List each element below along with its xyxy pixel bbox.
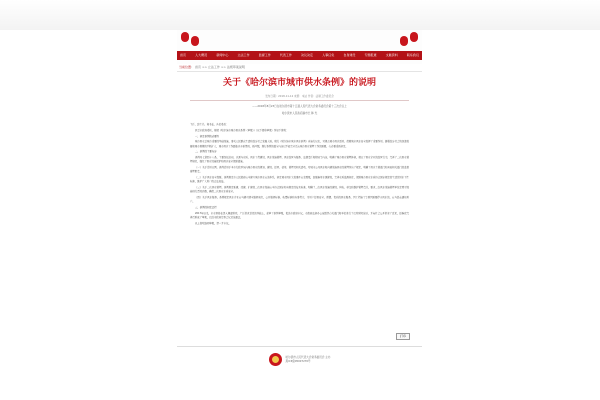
nav-item[interactable]: 文献资料 xyxy=(385,53,398,57)
body-paragraph: 以上说明连同草案，请一并审议。 xyxy=(195,221,231,225)
body-paragraph: （二）关于供水安全保障。条例规定市人民政府应当建立城市供水应急体系，制定城市供水突发事件应急预案，加强备用水源建设，完善水质监测制度，保障城市供水水质符合国家规定的生活饮用水卫生标准，维护广大用户的合法权益。 xyxy=(190,176,409,184)
lantern-icon xyxy=(181,32,189,42)
body-paragraph: 2017年以来，市水务局在深入调查研究、广泛征求意见的基础上，起草了条例草案，报送市政府审议。市政府法制办公室组织有关部门和单位进行了反复研究论证，并向社会公开征求了意见，经修改完善后形成了草案，已经市政府常务会议讨论通过。 xyxy=(190,211,409,220)
main-nav xyxy=(177,51,422,60)
page-title: 关于《哈尔滨市城市供水条例》的说明 xyxy=(222,78,376,88)
article-meta: 发布日期：2018-11-12 来源：本站 作者：法制工作委员会 xyxy=(265,95,334,98)
breadcrumb-home-link[interactable]: 当前位置 xyxy=(179,65,192,69)
section-heading: 一、制定条例的必要性 xyxy=(195,134,219,138)
section-heading: 二、条例的主要内容 xyxy=(195,150,217,154)
section-heading: 三、条例的制定过程 xyxy=(195,206,217,210)
print-button[interactable]: 打印 xyxy=(396,333,410,340)
page-top-band xyxy=(0,0,600,30)
body-paragraph: 主任、副主任、秘书长、各位委员： xyxy=(190,123,229,126)
body-paragraph: 我受市政府委托，现就《哈尔滨市城市供水条例（草案）》（以下简称草案）作如下说明： xyxy=(195,128,289,132)
nav-item[interactable]: 自身建设 xyxy=(343,53,356,57)
nav-item[interactable]: 决议决定 xyxy=(301,53,314,57)
article-subnote: ——2018年8月23日在哈尔滨市第十五届人民代表大会常务委员会第十三次会议上 xyxy=(252,105,347,108)
nav-item[interactable]: 联系我们 xyxy=(406,53,419,57)
nav-item[interactable]: 专题报道 xyxy=(364,53,377,57)
lantern-icon xyxy=(400,36,408,46)
nav-item[interactable]: 监督工作 xyxy=(258,53,271,57)
body-paragraph: 条例共七章四十八条，主要包括总则、水源与水质、供水工程建设、供水设施管理、供水经营与服务、法律责任和附则等内容，明确了城市供水管理体制，规范了供水企业的经营行为，完善了二次供水管理制度，强化了供水设施保护和供水安全保障措施。 xyxy=(190,156,409,164)
nav-item[interactable]: 人事任免 xyxy=(322,53,335,57)
site-footer xyxy=(177,346,422,372)
national-emblem-icon xyxy=(269,353,282,366)
body-paragraph: （三）关于二次供水管理。条例规定新建、改建、扩建的二次供水设施应当符合国家和省规定的技术标准，明确了二次供水设施的建设、验收、移交和维护管理责任，要求二次供水设施管理单位定期对设施进行清洗消毒，确保二次供水水质安全。 xyxy=(190,186,409,194)
article-presenter: 哈尔滨市人民政府副市长 韩 光 xyxy=(281,112,318,115)
footer-icp[interactable]: 黑ICP备05007270号 xyxy=(285,359,311,363)
body-paragraph: （一）关于适用范围。条例适用于本市行政区域内城市供水的规划、建设、经营、使用、管理及相关活动，对城市公共供水和自建设施供水的管理作出了规定，明确了供水主管部门和其他相关部门的监督管理职责。 xyxy=(190,166,409,174)
breadcrumb-path[interactable]: 首页 >> 立法工作 >> 法规草案说明 xyxy=(194,65,245,69)
nav-item[interactable]: 代表工作 xyxy=(279,53,292,57)
body-paragraph: 城市供水是城市重要的基础设施，事关人民群众生活和经济社会发展大局。现行《哈尔滨市城市供水条例》自施行以来，对规范城市供水活动、保障城市供水安全发挥了重要作用。随着经济社会的快速发展和城市规模的不断扩大，城市供水工作面临许多新情况、新问题，现行条例的部分内容已不能完全适应城市供水管理工作的需要，有必要重新制定。 xyxy=(190,140,409,148)
nav-item[interactable]: 新闻中心 xyxy=(216,53,229,57)
divider xyxy=(190,100,409,101)
nav-item[interactable]: 立法工作 xyxy=(237,53,250,57)
breadcrumb: 当前位置： 首页 >> 立法工作 >> 法规草案说明 xyxy=(177,64,422,72)
nav-item[interactable]: 首页 xyxy=(180,53,187,57)
article-body xyxy=(190,123,409,228)
nav-item[interactable]: 人大概况 xyxy=(195,53,208,57)
body-paragraph: （四）关于供水服务。条例规定供水企业应当建立健全服务制度，公开服务标准、收费标准和办事程序，为用户提供安全、便捷、优质的供水服务，因工程施工等原因需要停止供水的，应当提前通知用户。 xyxy=(190,196,409,204)
lantern-icon xyxy=(191,36,199,46)
footer-sponsor: 哈尔滨市人民代表大会常务委员会 主办 xyxy=(285,355,331,359)
lantern-icon xyxy=(410,32,418,42)
